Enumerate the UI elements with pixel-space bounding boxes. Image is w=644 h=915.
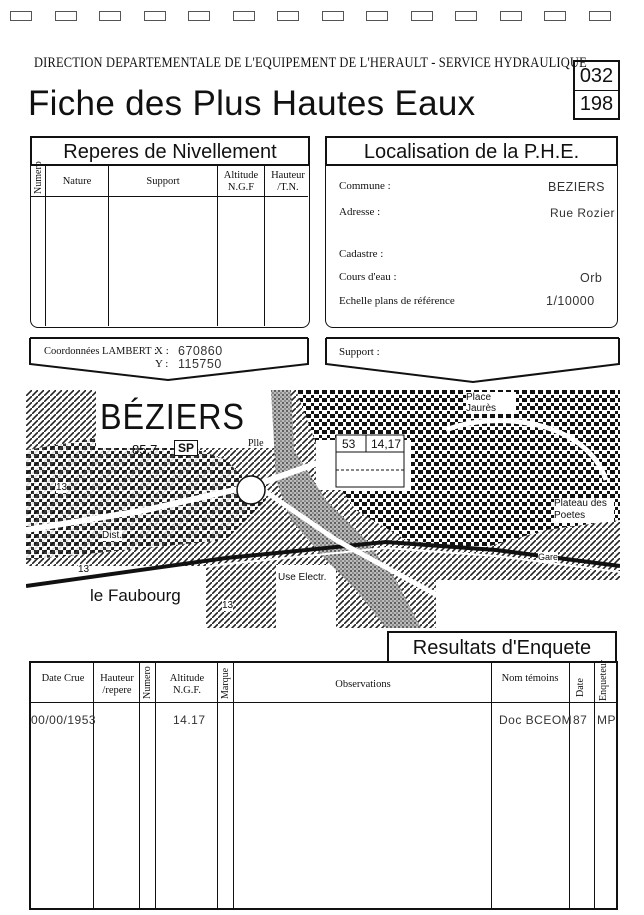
adresse-label: Adresse : xyxy=(339,206,381,218)
map-plateau-label: Plateau des Poetes xyxy=(554,498,614,522)
row-date: 87 xyxy=(573,713,588,727)
perforation-dash xyxy=(99,11,121,21)
row-altitude: 14.17 xyxy=(173,713,206,727)
map-elev-label: 85,7 xyxy=(132,442,158,457)
perforation-dash xyxy=(411,11,433,21)
perforation-dash xyxy=(544,11,566,21)
resultats-table xyxy=(29,661,618,910)
perforation-dash xyxy=(589,11,611,21)
cadastre-label: Cadastre : xyxy=(339,248,384,260)
perforation-dash xyxy=(10,11,32,21)
perforation-dash xyxy=(322,11,344,21)
col-date-crue: Date Crue xyxy=(41,673,85,684)
location-map xyxy=(26,390,620,628)
map-ple-label: Plle xyxy=(248,438,264,449)
x-value: 670860 xyxy=(178,344,223,358)
perforation-dash xyxy=(55,11,77,21)
col-altitude-ngf: Altitude N.G.F. xyxy=(169,673,205,696)
col-numero: Numero xyxy=(33,161,44,194)
perforation-dash xyxy=(233,11,255,21)
perforation-dash xyxy=(366,11,388,21)
coordonnees-label: Coordonnées LAMBERT : xyxy=(44,346,157,357)
resultats-title: Resultats d'Enquete xyxy=(412,637,592,659)
col-enqueteur-vertical: Enqueteur xyxy=(598,659,609,701)
reference-bottom: 198 xyxy=(579,93,614,115)
perforation-dash xyxy=(144,11,166,21)
commune-label: Commune : xyxy=(339,180,391,192)
localisation-title-box xyxy=(325,136,618,166)
department-header: DIRECTION DEPARTEMENTALE DE L'EQUIPEMENT DE L'HERAULT - SERVICE HYDRAULIQUE xyxy=(34,55,587,71)
map-route-13-c: 13 xyxy=(222,600,234,611)
reperes-table xyxy=(30,161,310,328)
page-title: Fiche des Plus Hautes Eaux xyxy=(28,84,476,123)
perforation-dash xyxy=(500,11,522,21)
reference-box xyxy=(573,60,620,120)
perforation-dash xyxy=(455,11,477,21)
map-sp-label: SP xyxy=(174,440,198,456)
map-route-13-b: 13 xyxy=(78,564,90,575)
map-place-label: Place Jaurès xyxy=(466,392,516,414)
col-altitude: Altitude N.G.F xyxy=(223,170,259,193)
col-observations: Observations xyxy=(335,679,391,690)
map-city-label: BÉZIERS xyxy=(100,396,245,437)
map-route-13-a: 13 xyxy=(56,482,68,493)
perforation-dash xyxy=(188,11,210,21)
perforation-strip xyxy=(10,11,634,25)
col-nom-temoins: Nom témoins xyxy=(501,673,559,684)
col-hauteur: Hauteur /T.N. xyxy=(271,170,305,193)
row-nom: Doc BCEOM xyxy=(499,713,573,727)
reference-top: 032 xyxy=(579,65,614,87)
col-numero-vertical: Numero xyxy=(142,666,153,699)
y-value: 115750 xyxy=(178,357,222,371)
map-usine-label: Use Electr. xyxy=(278,572,327,583)
map-faubourg-label: le Faubourg xyxy=(90,586,181,605)
row-enqueteur: MP xyxy=(597,713,616,727)
echelle-value: 1/10000 xyxy=(546,294,595,308)
echelle-label: Echelle plans de référence xyxy=(339,295,455,307)
cours-value: Orb xyxy=(580,271,603,285)
map-dist-label: Dist. xyxy=(102,530,122,541)
map-marker-alt: 14,17 xyxy=(371,437,402,451)
cours-label: Cours d'eau : xyxy=(339,271,397,283)
row-date-crue: 00/00/1953 xyxy=(31,713,97,727)
commune-value: BEZIERS xyxy=(548,180,605,194)
adresse-value: Rue Rozier xyxy=(550,206,616,220)
reperes-title-box xyxy=(30,136,310,166)
support-label: Support : xyxy=(339,346,380,358)
localisation-title: Localisation de la P.H.E. xyxy=(363,141,580,163)
map-marker-num: 53 xyxy=(342,437,356,451)
col-hauteur-repere: Hauteur /repere xyxy=(100,673,134,696)
arrow-frames xyxy=(28,336,622,388)
y-label: Y : xyxy=(155,358,169,370)
col-marque-vertical: Marque xyxy=(220,667,231,699)
col-nature: Nature xyxy=(62,176,92,187)
reperes-title: Reperes de Nivellement xyxy=(63,141,277,163)
col-support: Support xyxy=(146,176,180,187)
col-date-vertical: Date xyxy=(575,678,586,697)
x-label: X : xyxy=(155,345,169,357)
map-gare-label: Gare xyxy=(538,552,559,562)
perforation-dash xyxy=(277,11,299,21)
